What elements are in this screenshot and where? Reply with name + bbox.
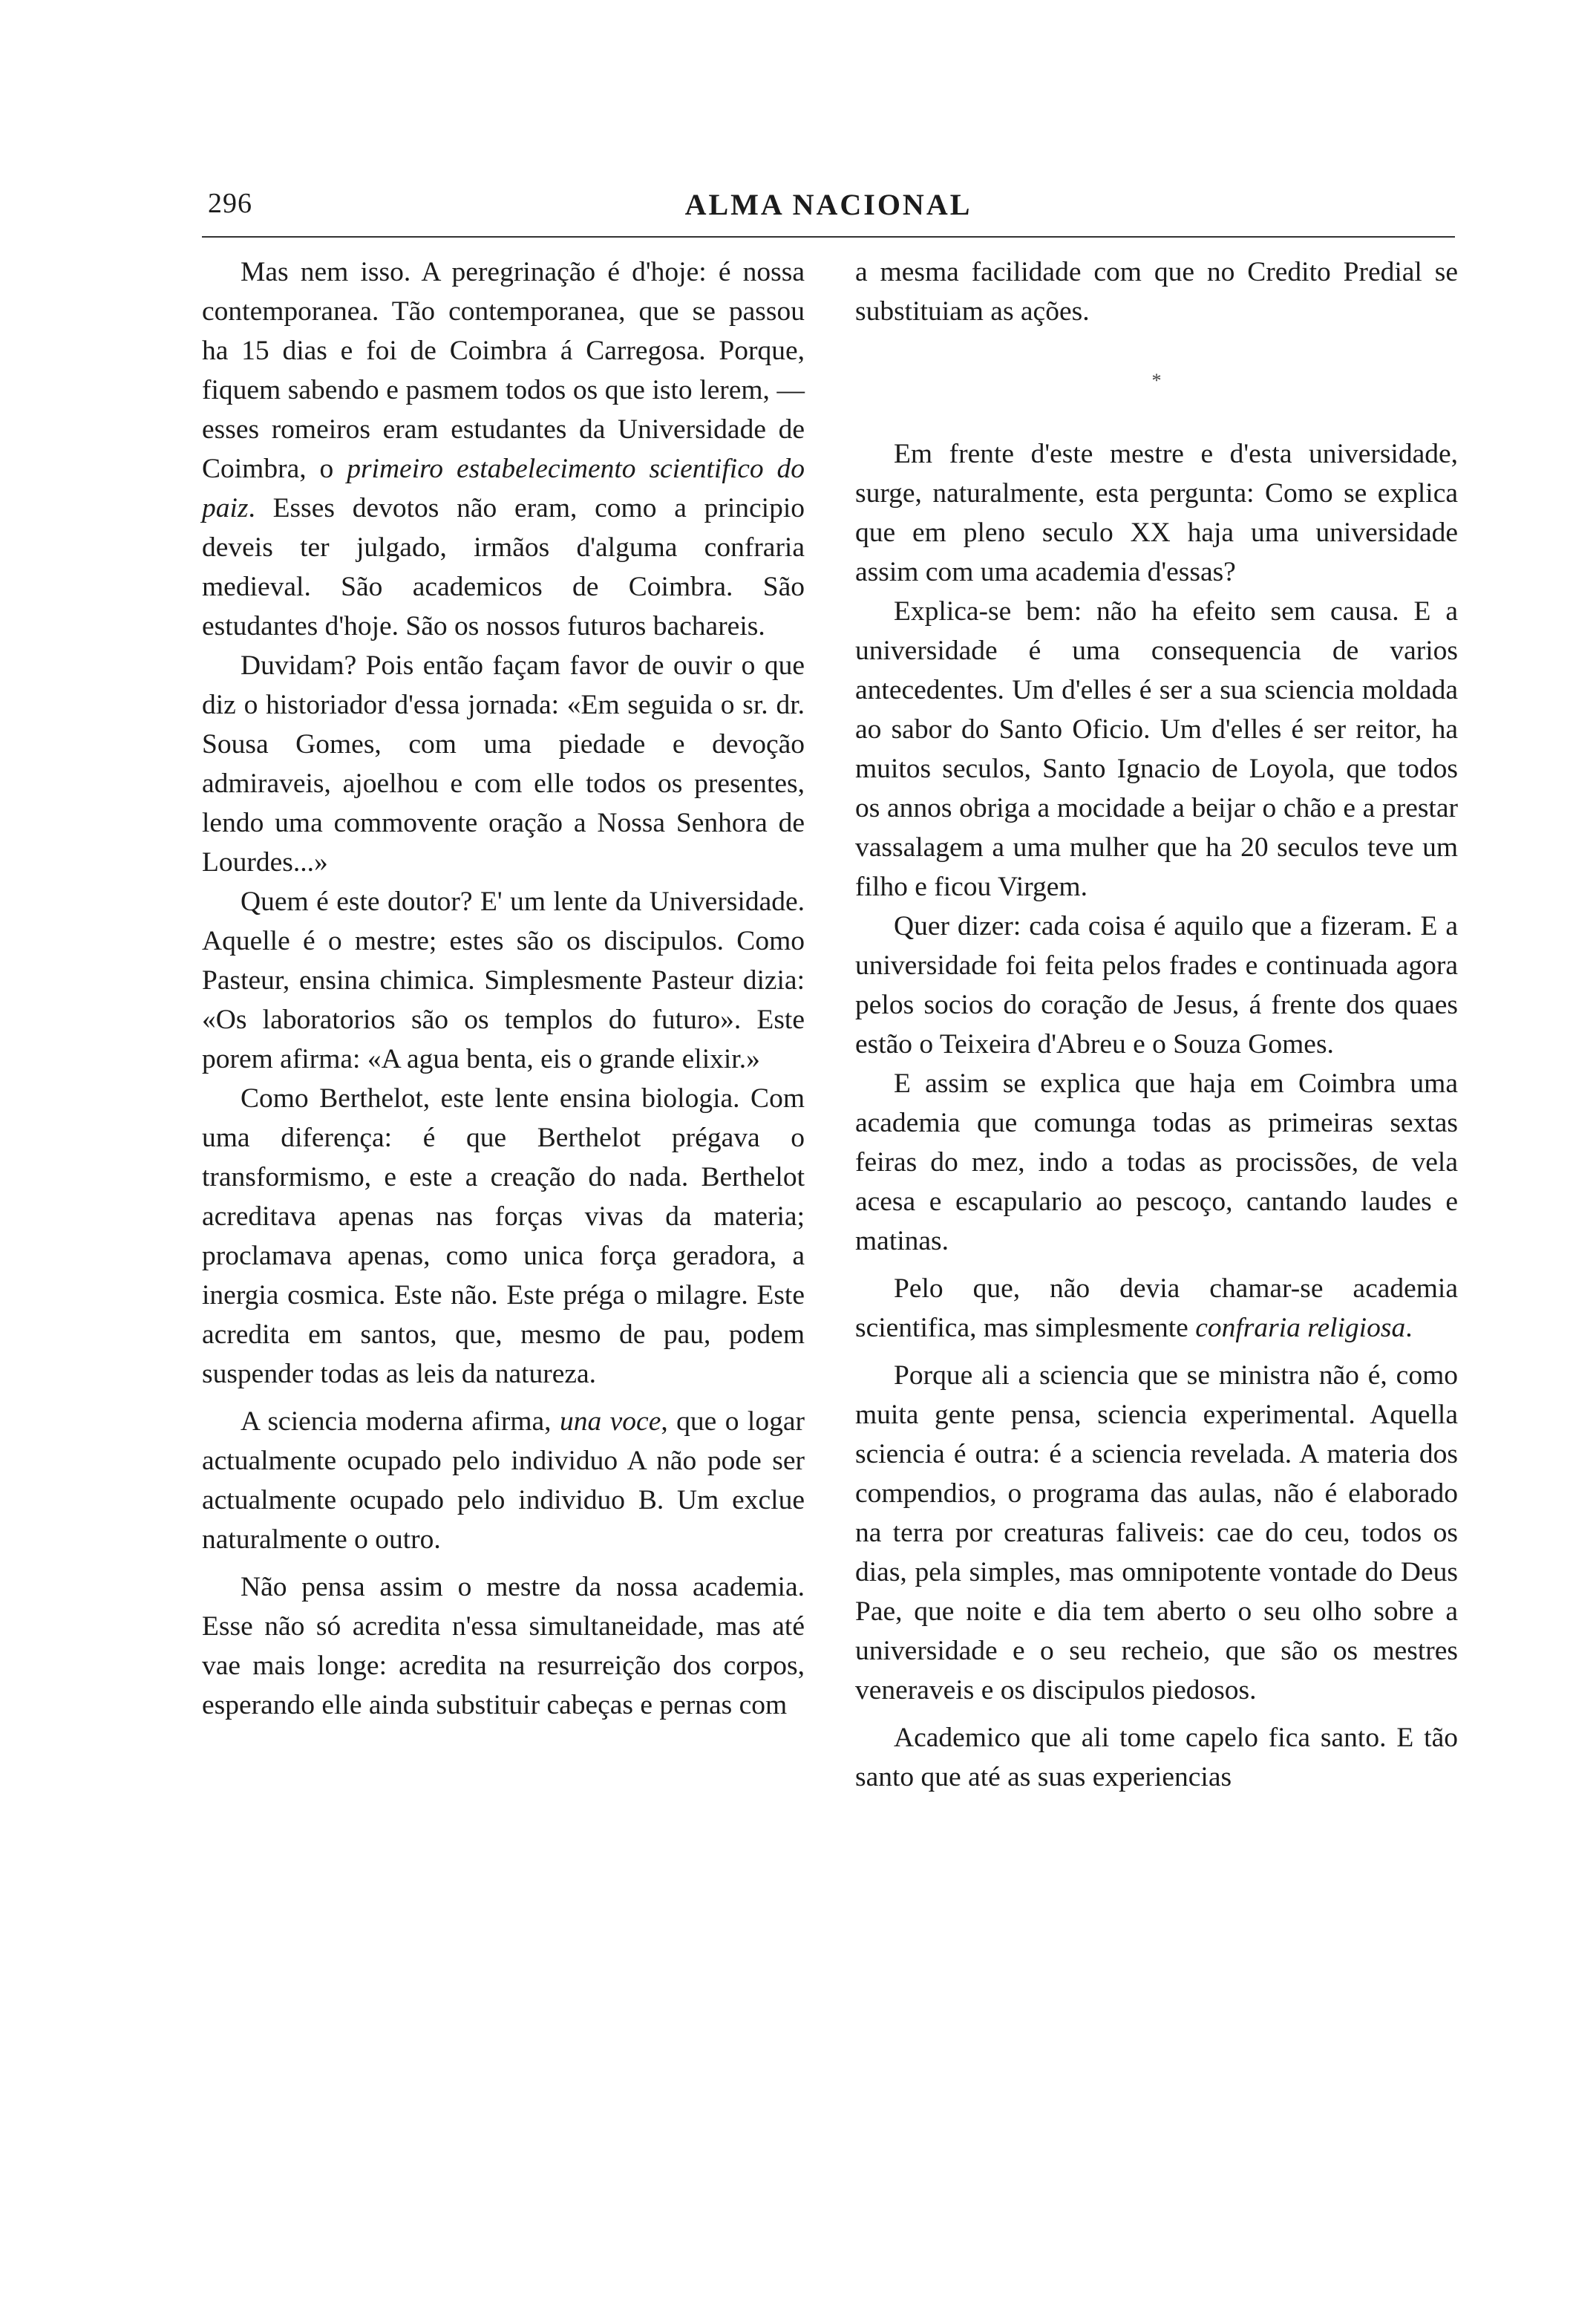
paragraph-left-6: Não pensa assim o mestre da nossa academia. Esse não só acredita n'essa simultaneidade, mas até vae mais longe: acredita na resurreição dos corpos, esperando elle ainda substituir cabeças e pernas com: [202, 1572, 805, 1720]
paragraph-left-4: Como Berthelot, este lente ensina biologia. Com uma diferença: é que Berthelot prégava o transformismo, e este a creação do nada. Berthelot acreditava apenas nas forças vivas da materia; proclamava apenas, como unica força geradora, a inergia cosmica. Este não. Este préga o milagre. Este acredita em santos, que, mesmo de pau, podem suspender todas as leis da natureza.: [202, 1083, 805, 1389]
right-column: [855, 252, 1458, 1797]
section-separator-asterisk: *: [1151, 370, 1162, 391]
italic-phrase: una voce: [559, 1406, 661, 1437]
italic-phrase: primeiro estabelecimento scientifico do paiz: [202, 454, 805, 523]
page-number: 296: [208, 188, 252, 219]
paragraph-right-5: E assim se explica que haja em Coimbra uma academia que comunga todas as primeiras sextas feiras do mez, indo a todas as procissões, de vela acesa e escapulario ao pescoço, cantando laudes e matinas.: [855, 1068, 1458, 1256]
italic-phrase: confraria religiosa: [1195, 1313, 1406, 1343]
header-rule: [202, 236, 1455, 238]
paragraph-right-1: a mesma facilidade com que no Credito Predial se substituiam as ações.: [855, 257, 1458, 327]
paragraph-left-1: Mas nem isso. A peregrinação é d'hoje: é nossa contemporanea. Tão contemporanea, que se passou ha 15 dias e foi de Coimbra á Carregosa. Porque, fiquem sabendo e pasmem todos os que isto lerem, — esses romeiros eram estudantes da Universidade de Coimbra, o primeiro estabelecimento scientifico do paiz. Esses devotos não eram, como a principio deveis ter julgado, irmãos d'alguma confraria medieval. São academicos de Coimbra. São estudantes d'hoje. São os nossos futuros bachareis.: [202, 257, 805, 642]
paragraph-right-6: Pelo que, não devia chamar-se academia scientifica, mas simplesmente confraria religiosa.: [855, 1273, 1458, 1343]
paragraph-right-3: Explica-se bem: não ha efeito sem causa. E a universidade é uma consequencia de varios antecedentes. Um d'elles é ser a sua sciencia moldada ao sabor do Santo Oficio. Um d'elles é ser reitor, ha muitos seculos, Santo Ignacio de Loyola, que todos os annos obriga a mocidade a beijar o chão e a prestar vassalagem a uma mulher que ha 20 seculos teve um filho e ficou Virgem.: [855, 596, 1458, 902]
paragraph-left-5: A sciencia moderna afirma, una voce, que o logar actualmente ocupado pelo individuo A não pode ser actualmente ocupado pelo individuo B. Um exclue naturalmente o outro.: [202, 1406, 805, 1555]
running-header: [202, 186, 1455, 230]
journal-title: ALMA NACIONAL: [684, 188, 972, 221]
paragraph-right-7: Porque ali a sciencia que se ministra não é, como muita gente pensa, sciencia experimental. Aquella sciencia é outra: é a sciencia revelada. A materia dos compendios, o programa das aulas, não é elaborado na terra por creaturas faliveis: cae do ceu, todos os dias, pela simples, mas omnipotente vontade do Deus Pae, que noite e dia tem aberto o seu olho sobre a universidade e o seu recheio, que são os mestres veneraveis e os discipulos piedosos.: [855, 1360, 1458, 1706]
paragraph-left-3: Quem é este doutor? E' um lente da Universidade. Aquelle é o mestre; estes são os discipulos. Como Pasteur, ensina chimica. Simplesmente Pasteur dizia: «Os laboratorios são os templos do futuro». Este porem afirma: «A agua benta, eis o grande elixir.»: [202, 887, 805, 1074]
paragraph-right-8: Academico que ali tome capelo fica santo. E tão santo que até as suas experiencias: [855, 1723, 1458, 1792]
left-column: [202, 252, 805, 1725]
paragraph-left-2: Duvidam? Pois então façam favor de ouvir o que diz o historiador d'essa jornada: «Em seguida o sr. dr. Sousa Gomes, com uma piedade e devoção admiraveis, ajoelhou e com elle todos os presentes, lendo uma commovente oração a Nossa Senhora de Lourdes...»: [202, 650, 805, 878]
paragraph-right-2: Em frente d'este mestre e d'esta universidade, surge, naturalmente, esta pergunta: Como se explica que em pleno seculo XX haja uma universidade assim com uma academia d'essas?: [855, 439, 1458, 587]
paragraph-right-4: Quer dizer: cada coisa é aquilo que a fizeram. E a universidade foi feita pelos frades e continuada agora pelos socios do coração de Jesus, á frente dos quaes estão o Teixeira d'Abreu e o Souza Gomes.: [855, 911, 1458, 1060]
